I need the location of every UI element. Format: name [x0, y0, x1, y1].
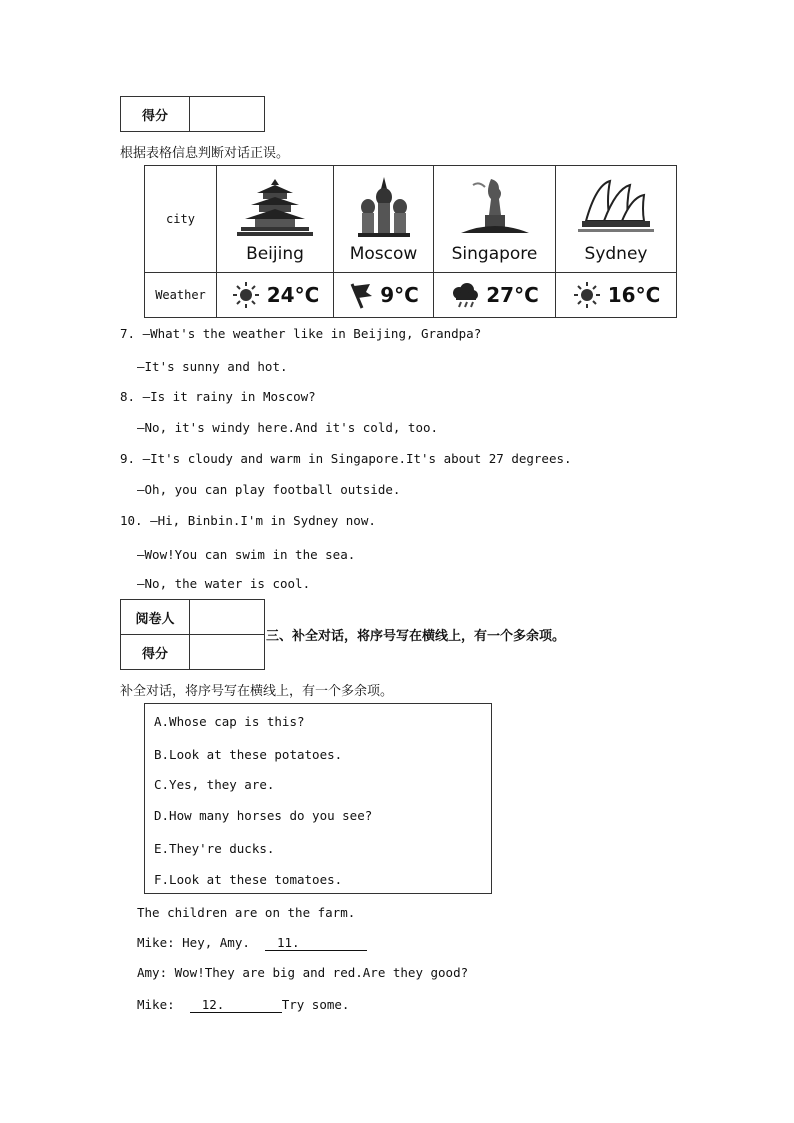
question-9: 9. —It's cloudy and warm in Singapore.It's about 27 degrees. — [120, 451, 572, 466]
instruction-text: 根据表格信息判断对话正误。 — [120, 146, 290, 161]
answer-9: —Oh, you can play football outside. — [137, 482, 401, 497]
score-field[interactable] — [190, 97, 265, 132]
temperature: 24°C — [266, 283, 320, 307]
answer-blank-12[interactable]: 12. — [190, 997, 282, 1013]
dialogue-intro: The children are on the farm. — [137, 905, 356, 920]
answer-8: —No, it's windy here.And it's cold, too. — [137, 420, 439, 435]
dialogue-speaker-text: Mike: — [137, 997, 175, 1012]
answer-10: —Wow!You can swim in the sea. — [137, 547, 356, 562]
sun-icon — [231, 280, 261, 310]
reviewer-field[interactable] — [190, 600, 265, 635]
option-d: D.How many horses do you see? — [154, 808, 373, 823]
city-name: Moscow — [349, 243, 418, 264]
kremlin-icon — [354, 175, 414, 239]
city-name: Sydney — [584, 243, 648, 264]
score-box — [120, 96, 265, 132]
option-e: E.They're ducks. — [154, 841, 275, 856]
city-name: Beijing — [246, 243, 304, 264]
temperature: 27°C — [486, 283, 539, 307]
option-a: A.Whose cap is this? — [154, 714, 305, 729]
wind-icon — [348, 280, 374, 310]
city-cell-beijing — [217, 166, 334, 273]
city-cell-moscow — [334, 166, 434, 273]
row-label-weather: Weather — [145, 273, 217, 318]
score-label: 得分 — [121, 635, 190, 670]
question-10: 10. —Hi, Binbin.I'm in Sydney now. — [120, 513, 376, 528]
merlion-icon — [455, 175, 535, 239]
answer-blank-11[interactable]: 11. — [265, 935, 367, 951]
city-name: Singapore — [451, 243, 538, 264]
options-box — [144, 703, 492, 894]
row-label-city: city — [145, 166, 217, 273]
opera-house-icon — [576, 175, 656, 239]
question-8: 8. —Is it rainy in Moscow? — [120, 389, 316, 404]
weather-cell-beijing — [217, 273, 334, 318]
instruction-text: 补全对话，将序号写在横线上，有一个多余项。 — [120, 684, 394, 699]
score-field[interactable] — [190, 635, 265, 670]
dialogue-speaker-text: Mike: Hey, Amy. — [137, 935, 250, 950]
city-cell-singapore — [434, 166, 556, 273]
option-c: C.Yes, they are. — [154, 777, 275, 792]
answer-7: —It's sunny and hot. — [137, 359, 288, 374]
reviewer-label: 阅卷人 — [121, 600, 190, 635]
answer-10b: —No, the water is cool. — [137, 576, 311, 591]
weather-table — [144, 165, 677, 318]
dialogue-line-3 — [137, 997, 349, 1013]
temperature: 9°C — [380, 283, 419, 307]
dialogue-suffix-text: Try some. — [281, 997, 350, 1012]
dialogue-line-1 — [137, 935, 367, 951]
city-cell-sydney — [556, 166, 677, 273]
sun-icon — [572, 280, 602, 310]
temperature: 16°C — [607, 283, 661, 307]
option-f: F.Look at these tomatoes. — [154, 872, 343, 887]
weather-cell-moscow — [334, 273, 434, 318]
dialogue-line-2: Amy: Wow!They are big and red.Are they good? — [137, 965, 469, 980]
cloud-icon — [450, 280, 480, 310]
weather-cell-singapore — [434, 273, 556, 318]
score-label: 得分 — [121, 97, 190, 132]
option-b: B.Look at these potatoes. — [154, 747, 343, 762]
section-title: 三、补全对话，将序号写在横线上，有一个多余项。 — [266, 629, 566, 644]
reviewer-box — [120, 599, 265, 670]
weather-cell-sydney — [556, 273, 677, 318]
temple-of-heaven-icon — [235, 175, 315, 239]
question-7: 7. —What's the weather like in Beijing, Grandpa? — [120, 326, 482, 341]
